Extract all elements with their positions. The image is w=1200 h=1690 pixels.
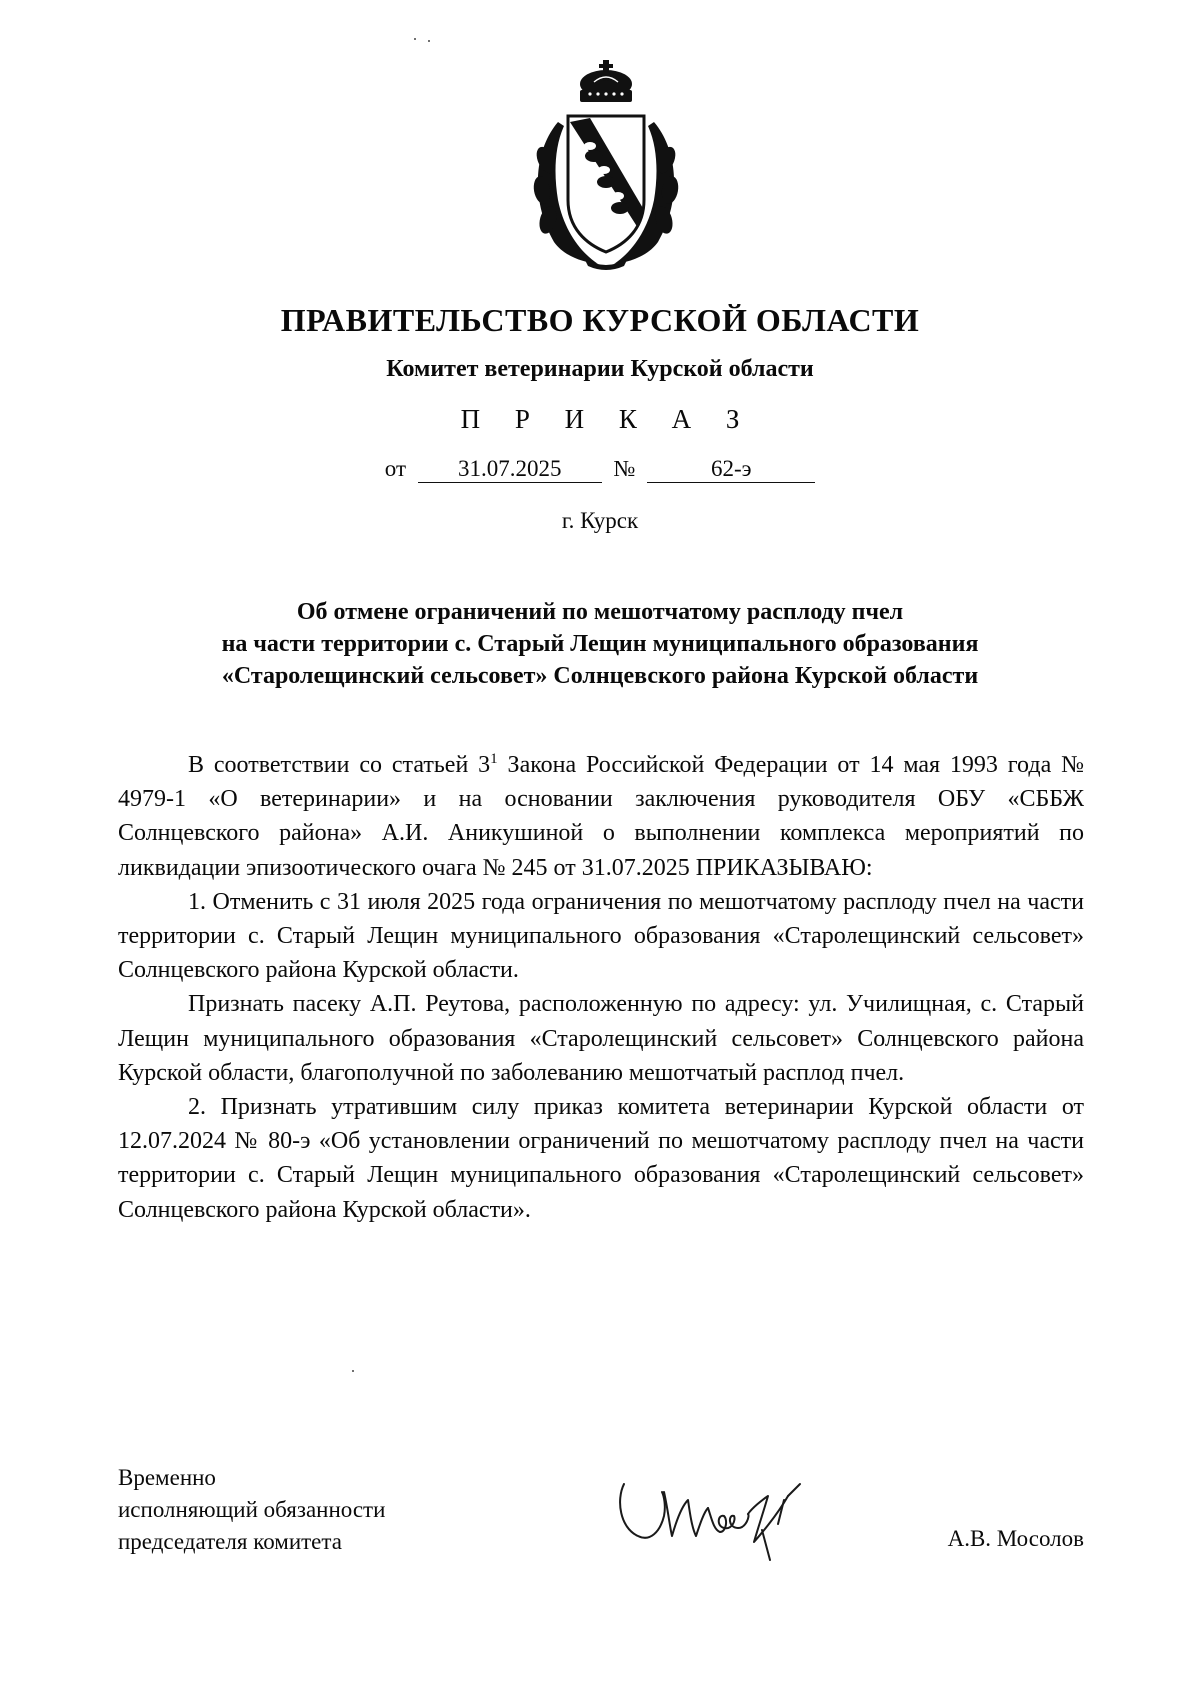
article-superscript: 1 bbox=[490, 751, 498, 767]
body-paragraph-item-2: 2. Признать утратившим силу приказ комитета ветеринарии Курской области от 12.07.2024 № 80-э «Об установлении ограничений по мешотчатому расплоду пчел на части территории с. Старый Лещин муниципального образования «Старолещинский сельсовет» Солнцевского района Курской области». bbox=[118, 1094, 1084, 1223]
preamble-text-start: В соответствии со статьей 3 bbox=[188, 752, 491, 778]
subject-line: Об отмене ограничений по мешотчатому расплоду пчел bbox=[296, 599, 904, 625]
subject-line: «Старолещинский сельсовет» Солнцевского района Курской области bbox=[221, 663, 979, 689]
scan-speck bbox=[414, 38, 416, 40]
date-prefix: от bbox=[384, 456, 407, 481]
order-date-number-line bbox=[0, 456, 1200, 483]
order-number: 62-э bbox=[647, 456, 815, 483]
signer-name: А.В. Мосолов bbox=[947, 1526, 1084, 1551]
document-type: П Р И К А З bbox=[460, 404, 754, 434]
position-line: исполняющий обязанности bbox=[118, 1497, 386, 1522]
committee-name: Комитет ветеринарии Курской области bbox=[386, 356, 814, 382]
government-title: ПРАВИТЕЛЬСТВО КУРСКОЙ ОБЛАСТИ bbox=[280, 302, 920, 338]
preamble-text-rest: Закона Российской Федерации от 14 мая 1993 года № 4979-1 «О ветеринарии» и на основании заключения руководителя ОБУ «СББЖ Солнцевского района» А.И. Аникушиной о выполнении комплекса мероприятий по ликвидации эпизоотического очага № 245 от 31.07.2025 ПРИКАЗЫВАЮ: bbox=[118, 752, 1084, 881]
scan-speck bbox=[428, 40, 430, 42]
number-prefix: № bbox=[613, 456, 636, 481]
order-body bbox=[118, 748, 1084, 1227]
position-line: председателя комитета bbox=[118, 1529, 342, 1554]
scan-speck bbox=[352, 1370, 354, 1372]
body-paragraph-apiary: Признать пасеку А.П. Реутова, расположенную по адресу: ул. Училищная, с. Старый Лещин муниципального образования «Старолещинский сельсовет» Солнцевского района Курской области, благополучной по заболеванию мешотчатый расплод пчел. bbox=[118, 991, 1084, 1086]
order-date: 31.07.2025 bbox=[418, 456, 602, 483]
position-line: Временно bbox=[118, 1465, 216, 1490]
kursk-oblast-coat-of-arms-icon bbox=[524, 60, 688, 272]
body-paragraph-item-1: 1. Отменить с 31 июля 2025 года ограничения по мешотчатому расплоду пчел на части территории с. Старый Лещин муниципального образования «Старолещинский сельсовет» Солнцевского района Курской области. bbox=[118, 888, 1084, 984]
subject-line: на части территории с. Старый Лещин муниципального образования bbox=[221, 631, 979, 657]
signer-position bbox=[118, 1462, 385, 1558]
city-line: г. Курск bbox=[561, 508, 639, 533]
body-paragraph-preamble bbox=[118, 748, 1084, 885]
order-subject bbox=[0, 596, 1200, 692]
handwritten-signature bbox=[612, 1470, 842, 1620]
